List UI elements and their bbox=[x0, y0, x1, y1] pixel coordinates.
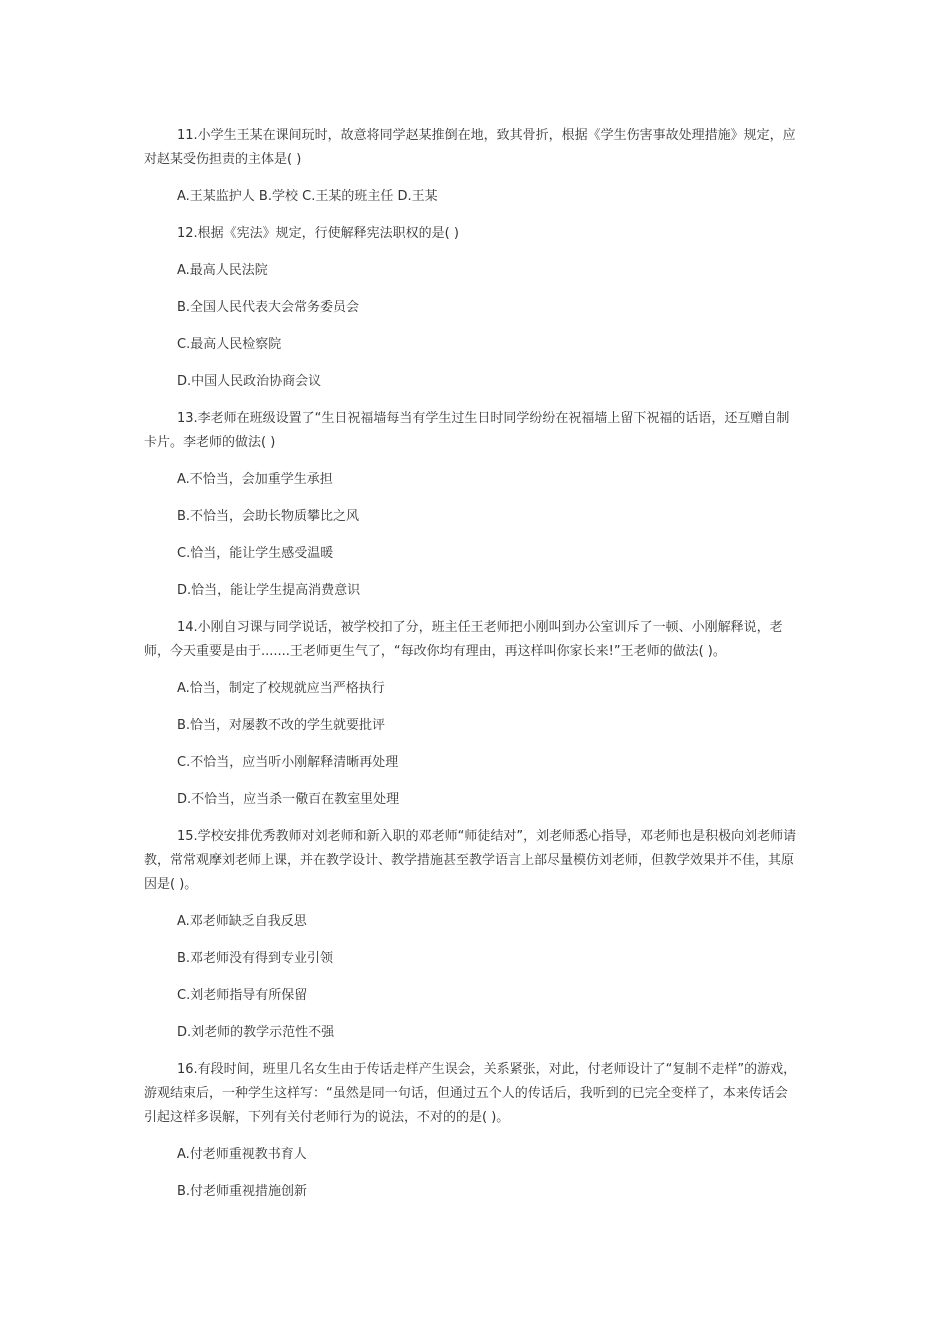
question-14-option-b: B.恰当，对屡教不改的学生就要批评 bbox=[177, 718, 386, 733]
question-16: 16.有段时间，班里几名女生由于传话走样产生误会，关系紧张，对此，付老师设计了“复制不走样”的游戏，游观结束后，一种学生这样写：“虽然是同一句话，但通过五个人的传话后，我听到的已完全变样了，本来传话会引起这样多误解，下列有关付老师行为的说法，不对的的是( )。 bbox=[144, 1062, 797, 1125]
question-14-option-d: D.不恰当，应当杀一儆百在教室里处理 bbox=[177, 792, 400, 807]
question-13: 13.李老师在班级设置了“生日祝福墙每当有学生过生日时同学纷纷在祝福墙上留下祝福的话语，还互赠自制卡片。李老师的做法( ) bbox=[144, 411, 790, 450]
document-content bbox=[144, 124, 798, 1217]
question-14-option-c: C.不恰当，应当听小刚解释清晰再处理 bbox=[177, 755, 399, 770]
question-12-option-c: C.最高人民检察院 bbox=[177, 337, 282, 352]
question-15: 15.学校安排优秀教师对刘老师和新入职的邓老师“师徒结对”，刘老师悉心指导，邓老师也是积极向刘老师请教，常常观摩刘老师上课，并在教学设计、教学措施甚至教学语言上部尽量模仿刘老师，但教学效果并不佳，其原因是( )。 bbox=[144, 829, 797, 892]
question-13-option-d: D.恰当，能让学生提高消费意识 bbox=[177, 583, 361, 598]
question-13-option-a: A.不恰当，会加重学生承担 bbox=[177, 472, 333, 487]
question-12-option-d: D.中国人民政治协商会议 bbox=[177, 374, 322, 389]
question-13-option-c: C.恰当，能让学生感受温暖 bbox=[177, 546, 334, 561]
question-16-option-b: B.付老师重视措施创新 bbox=[177, 1184, 308, 1199]
question-12: 12.根据《宪法》规定，行使解释宪法职权的是( ) bbox=[177, 226, 459, 241]
question-11-options: A.王某监护人 B.学校 C.王某的班主任 D.王某 bbox=[177, 189, 438, 204]
question-15-option-d: D.刘老师的教学示范性不强 bbox=[177, 1025, 335, 1040]
question-13-option-b: B.不恰当，会助长物质攀比之风 bbox=[177, 509, 360, 524]
question-12-option-a: A.最高人民法院 bbox=[177, 263, 268, 278]
question-14: 14.小刚自习课与同学说话，被学校扣了分，班主任王老师把小刚叫到办公室训斥了一顿、小刚解释说，老师，今天重要是由于.......王老师更生气了，“每改你均有理由，再这样叫你家长来!”王老师的做法( )。 bbox=[144, 620, 783, 659]
question-12-option-b: B.全国人民代表大会常务委员会 bbox=[177, 300, 360, 315]
question-11: 11.小学生王某在课间玩时，故意将同学赵某推倒在地，致其骨折，根据《学生伤害事故处理措施》规定，应对赵某受伤担责的主体是( ) bbox=[144, 128, 796, 167]
question-14-option-a: A.恰当，制定了校规就应当严格执行 bbox=[177, 681, 385, 696]
question-15-option-b: B.邓老师没有得到专业引领 bbox=[177, 951, 334, 966]
question-15-option-a: A.邓老师缺乏自我反思 bbox=[177, 914, 307, 929]
question-16-option-a: A.付老师重视教书育人 bbox=[177, 1147, 307, 1162]
question-15-option-c: C.刘老师指导有所保留 bbox=[177, 988, 308, 1003]
